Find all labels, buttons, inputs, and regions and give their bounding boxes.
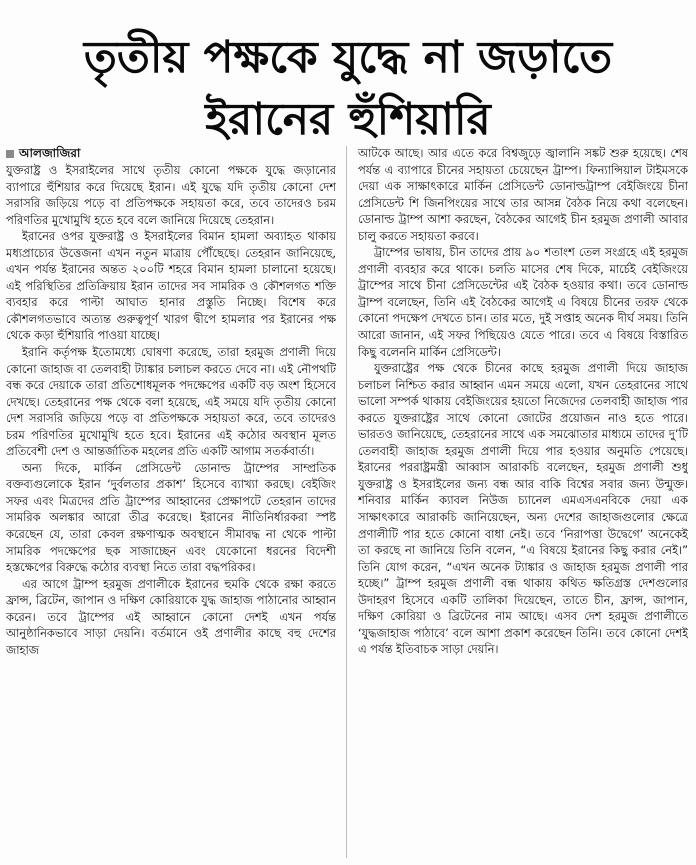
headline-line-2: ইরানের হুঁশিয়ারি bbox=[205, 94, 491, 146]
paragraph: যুক্তরাষ্ট্রের পক্ষ থেকে চীনের কাছে হরমুজ প্রণালী দিয়ে জাহাজ চলাচল নিশ্চিত করার আহ্বান এমন সময়ে এলো, যখন তেহরানের সাথে ভালো সম্পর্ক থাকায় বেইজিংয়ের হয়তো নিজেদের তেলবাহী জাহাজ পার করতে যুক্তরাষ্ট্রের সাথে কোনো জোটের প্রয়োজন নাও হতে পারে। ভারতও জানিয়েছে, তেহরানের সাথে এক সমঝোতার মাধ্যমে তাদের দু’টি তেলবাহী জাহাজ হরমুজ প্রণালী দিয়ে পার হওয়ার অনুমতি পেয়েছে। ইরানের পররাষ্ট্রমন্ত্রী আব্বাস আরাকচি বলেছেন, হরমুজ প্রণালী শুধু যুক্তরাষ্ট্র ও ইসরাইলের জন্য বন্ধ আর বাকি বিশ্বের সবার জন্য উন্মুক্ত। শনিবার মার্কিন ক্যাবল নিউজ চ্যানেল এমএসএনবিকে দেয়া এক সাক্ষাৎকারে আরাকচি জানিয়েছেন, অন্য দেশের জাহাজগুলোর ক্ষেত্রে প্রণালীটি পার হতে কোনো বাধা নেই। তবে ‘নিরাপত্তা উদ্বেগে’ অনেকেই তা করছে না জানিয়ে তিনি বলেন, “এ বিষয়ে ইরানের কিছু করার নেই।” তিনি যোগ করেন, “এখন অনেক ট্যাঙ্কার ও জাহাজ হরমুজ প্রণালী পার হচ্ছে।” ট্রাম্প হরমুজ প্রণালী বন্ধ থাকায় কথিত ক্ষতিগ্রস্ত দেশগুলোর উদাহরণ হিসেবে একটি তালিকা দিয়েছেন, তাতে চীন, ফ্রান্স, জাপান, দক্ষিণ কোরিয়া ও ব্রিটেনের নাম আছে। এসব দেশ হরমুজ প্রণালীতে ‘যুদ্ধজাহাজ পাঠাবে’ বলে আশা প্রকাশ করেছেন তিনি। তবে কোনো দেশই এ পর্যন্ত ইতিবাচক সাড়া দেয়নি। bbox=[358, 361, 688, 657]
paragraph: ইরানের ওপর যুক্তরাষ্ট্র ও ইসরাইলের বিমান হামলা অব্যাহত থাকায় মধ্যপ্রাচ্যের উত্তেজনা এখন নতুন মাত্রায় পৌঁছেছে। তেহরান জানিয়েছে, এখন পর্যন্ত ইরানের অন্তত ২০০টি শহরে বিমান হামলা চালানো হয়েছে। এই পরিস্থিতির প্রতিক্রিয়ায় ইরান তাদের সব সামরিক ও কৌশলগত শক্তি ব্যবহার করে পাল্টা আঘাত হানার প্রস্তুতি নিচ্ছে। বিশেষ করে কৌশলগতভাবে অত্যন্ত গুরুত্বপূর্ণ খারগ দ্বীপে হামলার পর ইরানের পক্ষ থেকে কড়া হুঁশিয়ারি পাওয়া যাচ্ছে। bbox=[6, 229, 336, 343]
left-column bbox=[6, 145, 336, 860]
paragraph: ট্রাম্পের ভাষায়, চীন তাদের প্রায় ৯০ শতাংশ তেল সংগ্রহে এই হরমুজ প্রণালী ব্যবহার করে থাকে। চলতি মাসের শেষ দিকে, মার্চেই বেইজিংয়ে ট্রাম্পের সাথে চীনা প্রেসিডেন্টের এই বৈঠক হওয়ার কথা। তবে ডোনাল্ড ট্রাম্প বলেছেন, তিনি এই বৈঠকের আগেই এ বিষয়ে চীনের তরফ থেকে কোনো পদক্ষেপ দেখতে চান। তার মতে, দুই সপ্তাহ অনেক দীর্ঘ সময়। তিনি আরো জানান, এই সফর পিছিয়েও যেতে পারে। তবে এ বিষয়ে বিস্তারিত কিছু বলেননি মার্কিন প্রেসিডেন্ট। bbox=[358, 245, 688, 359]
headline bbox=[0, 27, 696, 151]
byline-source: আলজাজিরা bbox=[19, 146, 81, 160]
byline bbox=[6, 145, 336, 162]
paragraph: আটকে আছে। আর এতে করে বিশ্বজুড়ে জ্বালানি সঙ্কট শুরু হয়েছে। শেষ পর্যন্ত এ ব্যাপারে চীনের সহায়তা চেয়েছেন ট্রাম্প। ফিন্যান্সিয়াল টাইমসকে দেয়া এক সাক্ষাৎকারে মার্কিন প্রেসিডেন্ট ডোনাল্ডট্রাম্প বেইজিংয়ে চীনা প্রেসিডেন্ট শি জিনপিংয়ের সাথে তার আসন্ন বৈঠক নিয়ে কথা বলেছেন। ডোনাল্ড ট্রাম্প আশা করছেন, বৈঠকের আগেই চীন হরমুজ প্রণালী আবার চালু করতে সহায়তা করবে। bbox=[358, 146, 688, 243]
paragraph: যুক্তরাষ্ট্র ও ইসরাইলের সাথে তৃতীয় কোনো পক্ষকে যুদ্ধে জড়ানোর ব্যাপারে হুঁশিয়ার করে দিয়েছে ইরান। এই যুদ্ধে যদি তৃতীয় কোনো দেশ সরাসরি জড়িয়ে পড়ে বা প্রতিপক্ষকে সহায়তা করে, তবে তাদেরও চরম পরিণতির মুখোমুখি হতে হবে বলে জানিয়ে দিয়েছে তেহরান। bbox=[6, 163, 336, 227]
column-divider bbox=[346, 146, 347, 858]
paragraph: এর আগে ট্রাম্প হরমুজ প্রণালীকে ইরানের হুমকি থেকে রক্ষা করতে ফ্রান্স, ব্রিটেন, জাপান ও দক্ষিণ কোরিয়াকে যুদ্ধ জাহাজ পাঠানোর আহ্বান করেন। তবে ট্রাম্পের এই আহ্বানে কোনো দেশই এখন পর্যন্ত আনুষ্ঠানিকভাবে সাড়া দেয়নি। বর্তমানে ওই প্রণালীর কাছে বহু দেশের জাহাজ bbox=[6, 576, 336, 657]
paragraph: অন্য দিকে, মার্কিন প্রেসিডেন্ট ডোনাল্ড ট্রাম্পের সাম্প্রতিক বক্তব্যগুলোকে ইরান ‘দুর্বলতার প্রকাশ’ হিসেবে ব্যাখ্যা করছে। বেইজিং সফর এবং মিত্রদের প্রতি ট্রাম্পের আহ্বানের প্রেক্ষাপটে তেহরান তাদের সামরিক অলঙ্কার আরো তীব্র করেছে। ইরানের নীতিনির্ধারকরা স্পষ্ট করেছেন যে, তারা কেবল রক্ষণাত্মক অবস্থানে সীমাবদ্ধ না থেকে পাল্টা সামরিক পদক্ষেপের ছক সাজাচ্ছেন এবং যেকোনো ধরনের বিদেশী হস্তক্ষেপের বিরুদ্ধে কঠোর ব্যবস্থা নিতে তারা বদ্ধপরিকর। bbox=[6, 460, 336, 575]
paragraph: ইরানি কর্তৃপক্ষ ইতোমধ্যে ঘোষণা করেছে, তারা হরমুজ প্রণালী দিয়ে কোনো জাহাজ বা তেলবাহী ট্যাঙ্কার চলাচল করতে দেবে না। এই নৌপথটি বন্ধ করে দেয়াকে তারা প্রতিশোধমূলক পদক্ষেপের একটি বড় অংশ হিসেবে দেখছে। তেহরানের পক্ষ থেকে বলা হয়েছে, এই সময়ে যদি তৃতীয় কোনো দেশ সরাসরি জড়িয়ে পড়ে বা প্রতিপক্ষকে সহায়তা করে, তবে তাদেরও চরম পরিণতির মুখোমুখি হতে হবে। ইরানের এই কঠোর অবস্থান মূলত প্রতিবেশী দেশ ও আন্তর্জাতিক মহলের প্রতি একটি আগাম সতর্কবার্তা। bbox=[6, 345, 336, 459]
headline-line-1: তৃতীয় পক্ষকে যুদ্ধে না জড়াতে bbox=[83, 32, 613, 84]
square-bullet-icon bbox=[6, 150, 14, 158]
right-column bbox=[358, 145, 688, 860]
